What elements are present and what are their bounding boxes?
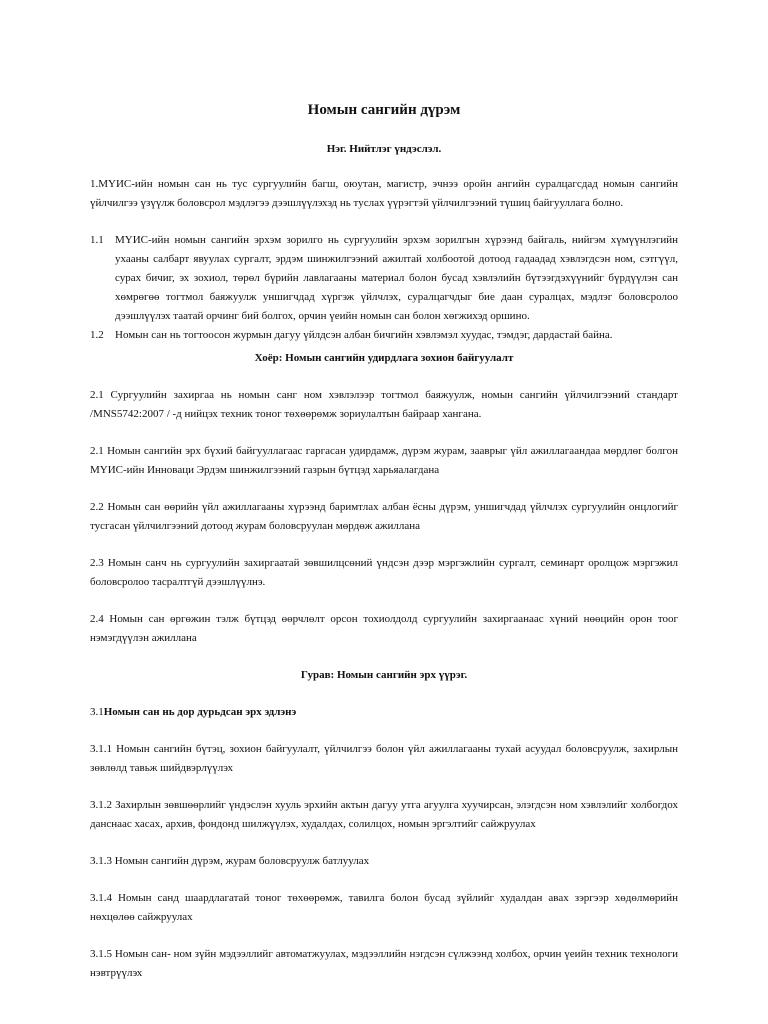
paragraph-3-1-1: 3.1.1 Номын сангийн бүтэц, зохион байгуулалт, үйлчилгээ болон үйл ажиллагааны тухай асуудал боловсруулж, захирлын зөвлөлд тавьж шийдвэрлүүлэх	[90, 743, 678, 774]
paragraph-2-1b: 2.1 Номын сангийн эрх бүхий байгууллагаас гаргасан удирдамж, дүрэм журам, зааврыг үйл ажиллагаандаа мөрдлөг болгон МҮИС-ийн Инноваци Эрдэм шинжилгээний газрын бүтцэд харьяалагдана	[90, 445, 678, 476]
list-item-number: 1.2	[90, 329, 104, 341]
paragraph-2-1: 2.1 Сургуулийн захиргаа нь номын санг ном хэвлэлээр тогтмол баяжуулж, номын сангийн үйлчилгээний стандарт /MNS5742:2007 / -д нийцэх техник тоног төхөөрөмж зориулалтын байраар хангана.	[90, 389, 678, 420]
paragraph-3-1-5: 3.1.5 Номын сан- ном зүйн мэдээллийг автоматжуулах, мэдээллийн нэгдсэн сүлжээнд холбох, орчин үеийн техник технологи нэвтрүүлэх	[90, 948, 678, 979]
paragraph-3-1-3: 3.1.3 Номын сангийн дүрэм, журам боловсруулж батлуулах	[90, 855, 370, 867]
list-item-1-1	[90, 231, 678, 326]
list-item-1-2	[90, 326, 678, 345]
paragraph-1: 1.МҮИС-ийн номын сан нь тус сургуулийн багш, оюутан, магистр, эчнээ оройн ангийн суралцагсдад номын сангийн үйлчилгээ үзүүлж боловсрол мэдлэгээ дээшлүүлэхэд нь туслах үүрэгтэй үйлчилгээний түшиц байгууллага болно.	[90, 178, 678, 209]
paragraph-3-1-2: 3.1.2 Захирлын зөвшөөрлийг үндэслэн хууль эрхийн актын дагуу утга агуулга хуучирсан, элэгдсэн ном хэвлэлийг холбогдох данснаас хасах, архив, фондонд шилжүүлэх, худалдах, солилцох, номын эргэлтийг сайжруулах	[90, 799, 678, 830]
paragraph-3-1	[90, 703, 678, 722]
paragraph-2-4: 2.4 Номын сан өргөжин тэлж бүтцэд өөрчлөлт орсон тохиолдолд сургуулийн захиргаанаас хүний нөөцийн орон тоог нэмэгдүүлэн ажиллана	[90, 613, 678, 644]
document-body	[90, 100, 678, 1001]
section-2-heading: Хоёр: Номын сангийн удирдлага зохион байгуулалт	[254, 352, 514, 364]
list-item-text: МҮИС-ийн номын сангийн эрхэм зорилго нь сургуулийн эрхэм зорилгын хүрээнд байгаль, нийгэм хүмүүнлэгийн ухааны салбарт явуулах сургалт, эрдэм шинжилгээний ажилтай холбоотой дотоод гадаадад хэвлэгдсэн ном, сэтгүүл, сурах бичиг, эх зохиол, төрөл бүрийн лавлагааны материал болон бусад хэвлэлийн бүтээгдэхүүнийг бүрдүүлэн сан хөмрөгөө тогтмол баяжуулж уншигчдад хүргэж үйлчлэх, суралцагчдыг бие даан суралцах, мэдлэг боловсролоо дээшлүүлэх таатай орчинг бий болгох, орчин үеийн номын сан болон хөгжихэд оршино.	[115, 234, 678, 322]
paragraph-3-1-4: 3.1.4 Номын санд шаардлагатай тоног төхөөрөмж, тавилга болон бусад зүйлийг худалдан авах зэргээр хөдөлмөрийн нөхцөлөө сайжруулах	[90, 892, 678, 923]
paragraph-2-2: 2.2 Номын сан өөрийн үйл ажиллагааны хүрээнд баримтлах албан ёсны дүрэм, уншигчдад үйлчлэх сургуулийн онцлогийг тусгасан үйлчилгээний дотоод журам боловсруулан мөрдөж ажиллана	[90, 501, 678, 532]
paragraph-3-1-heading: Номын сан нь дор дурьдсан эрх эдлэнэ	[103, 706, 297, 718]
numbered-list-1	[90, 231, 678, 345]
section-3-heading: Гурав: Номын сангийн эрх үүрэг.	[300, 669, 468, 681]
section-1-heading: Нэг. Нийтлэг үндэслэл.	[326, 143, 442, 155]
list-item-text: Номын сан нь тогтоосон журмын дагуу үйлдсэн албан бичгийн хэвлэмэл хуудас, тэмдэг, дардастай байна.	[115, 329, 613, 341]
paragraph-3-1-number: 3.1	[90, 706, 104, 718]
paragraph-2-3: 2.3 Номын санч нь сургуулийн захиргаатай зөвшилцсөний үндсэн дээр мэргэжлийн сургалт, семинарт оролцож мэргэжил боловсролоо тасралтгүй дээшлүүлнэ.	[90, 557, 678, 588]
document-title: Номын сангийн дүрэм	[307, 102, 461, 118]
list-item-number: 1.1	[90, 234, 104, 246]
